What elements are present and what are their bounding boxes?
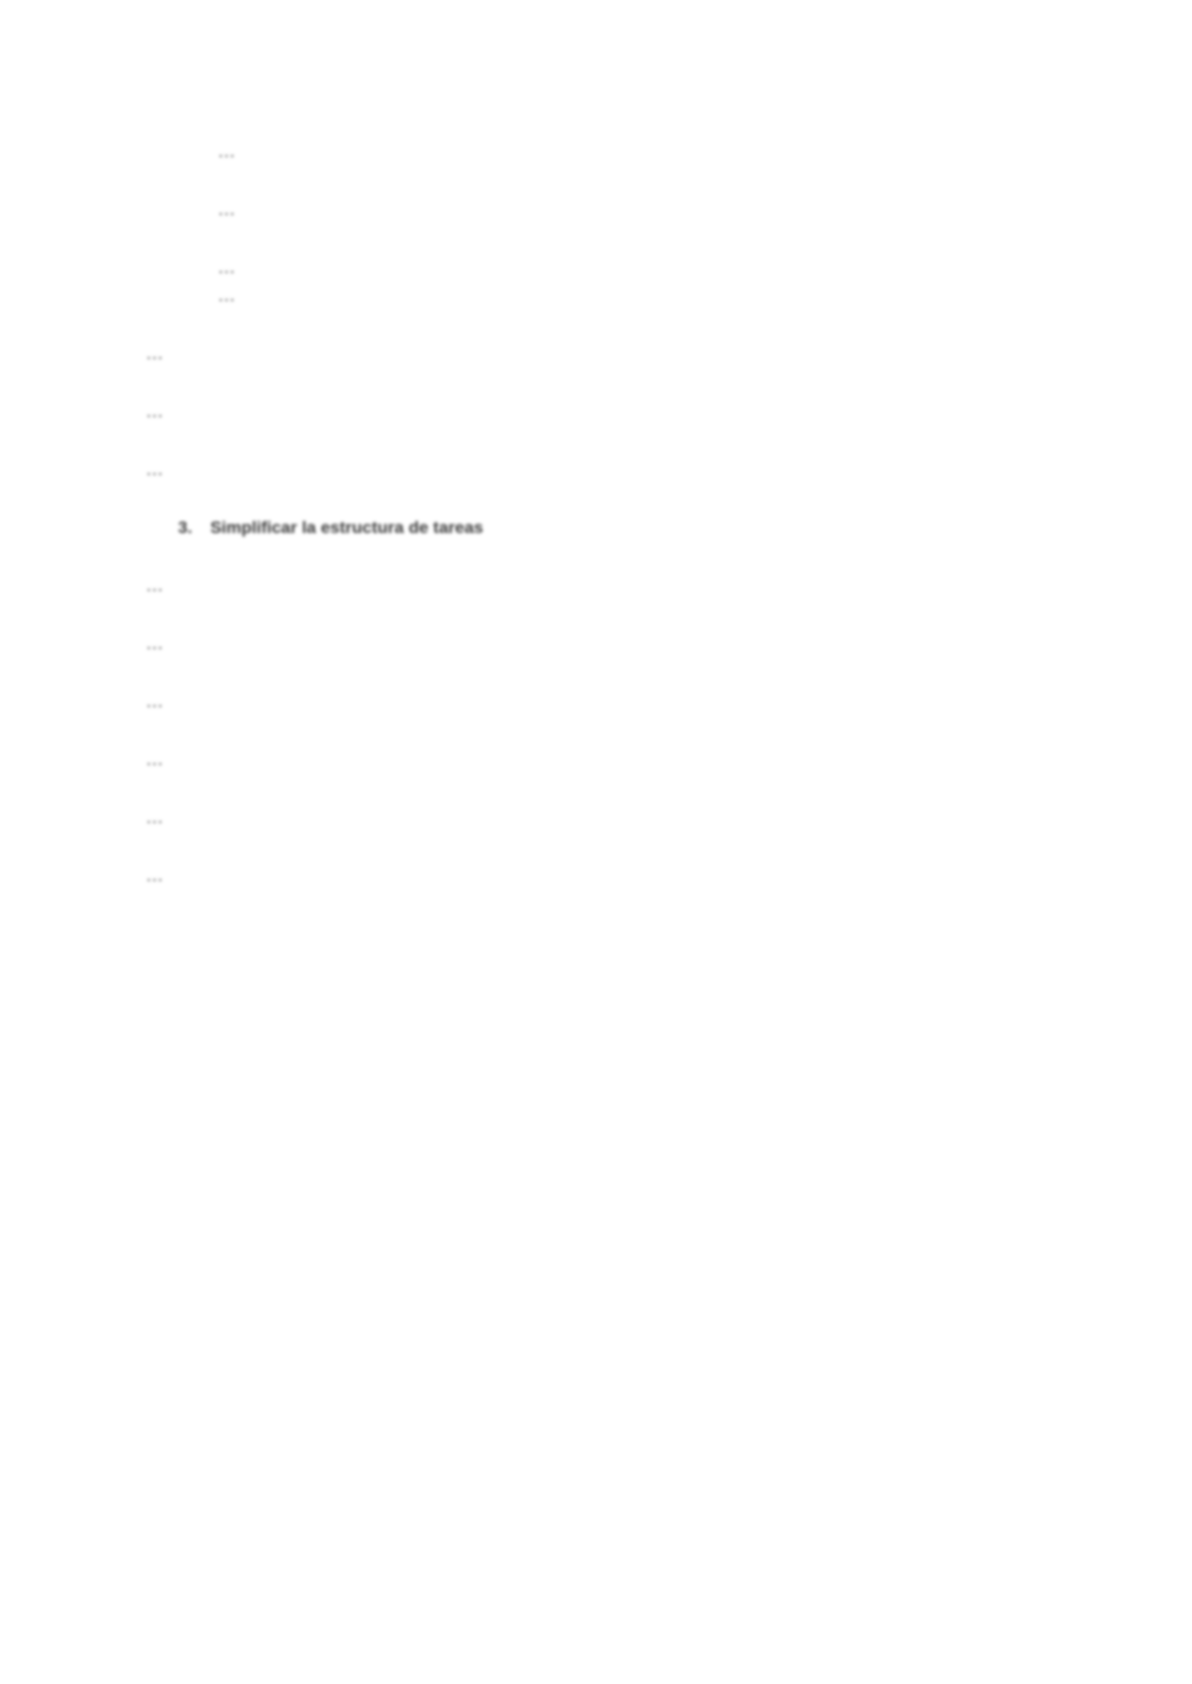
term-line: … xyxy=(218,286,235,305)
indented-block xyxy=(218,138,1046,310)
section-heading xyxy=(178,514,1046,542)
paragraph: … xyxy=(146,460,163,479)
term-list xyxy=(218,254,1046,310)
heading-title: Simplificar la estructura de tareas xyxy=(210,518,484,537)
section-label: … xyxy=(146,808,163,827)
section-label: … xyxy=(146,634,163,653)
paragraph: … xyxy=(218,142,235,161)
paragraph: … xyxy=(146,692,163,711)
paragraph: … xyxy=(146,344,163,363)
paragraph: … xyxy=(146,750,163,769)
heading-number: 3. xyxy=(178,518,193,537)
paragraph: … xyxy=(146,576,163,595)
paragraph: … xyxy=(218,200,235,219)
paragraph: … xyxy=(146,866,163,885)
section-label: … xyxy=(146,402,163,421)
term-line: … xyxy=(218,258,235,277)
